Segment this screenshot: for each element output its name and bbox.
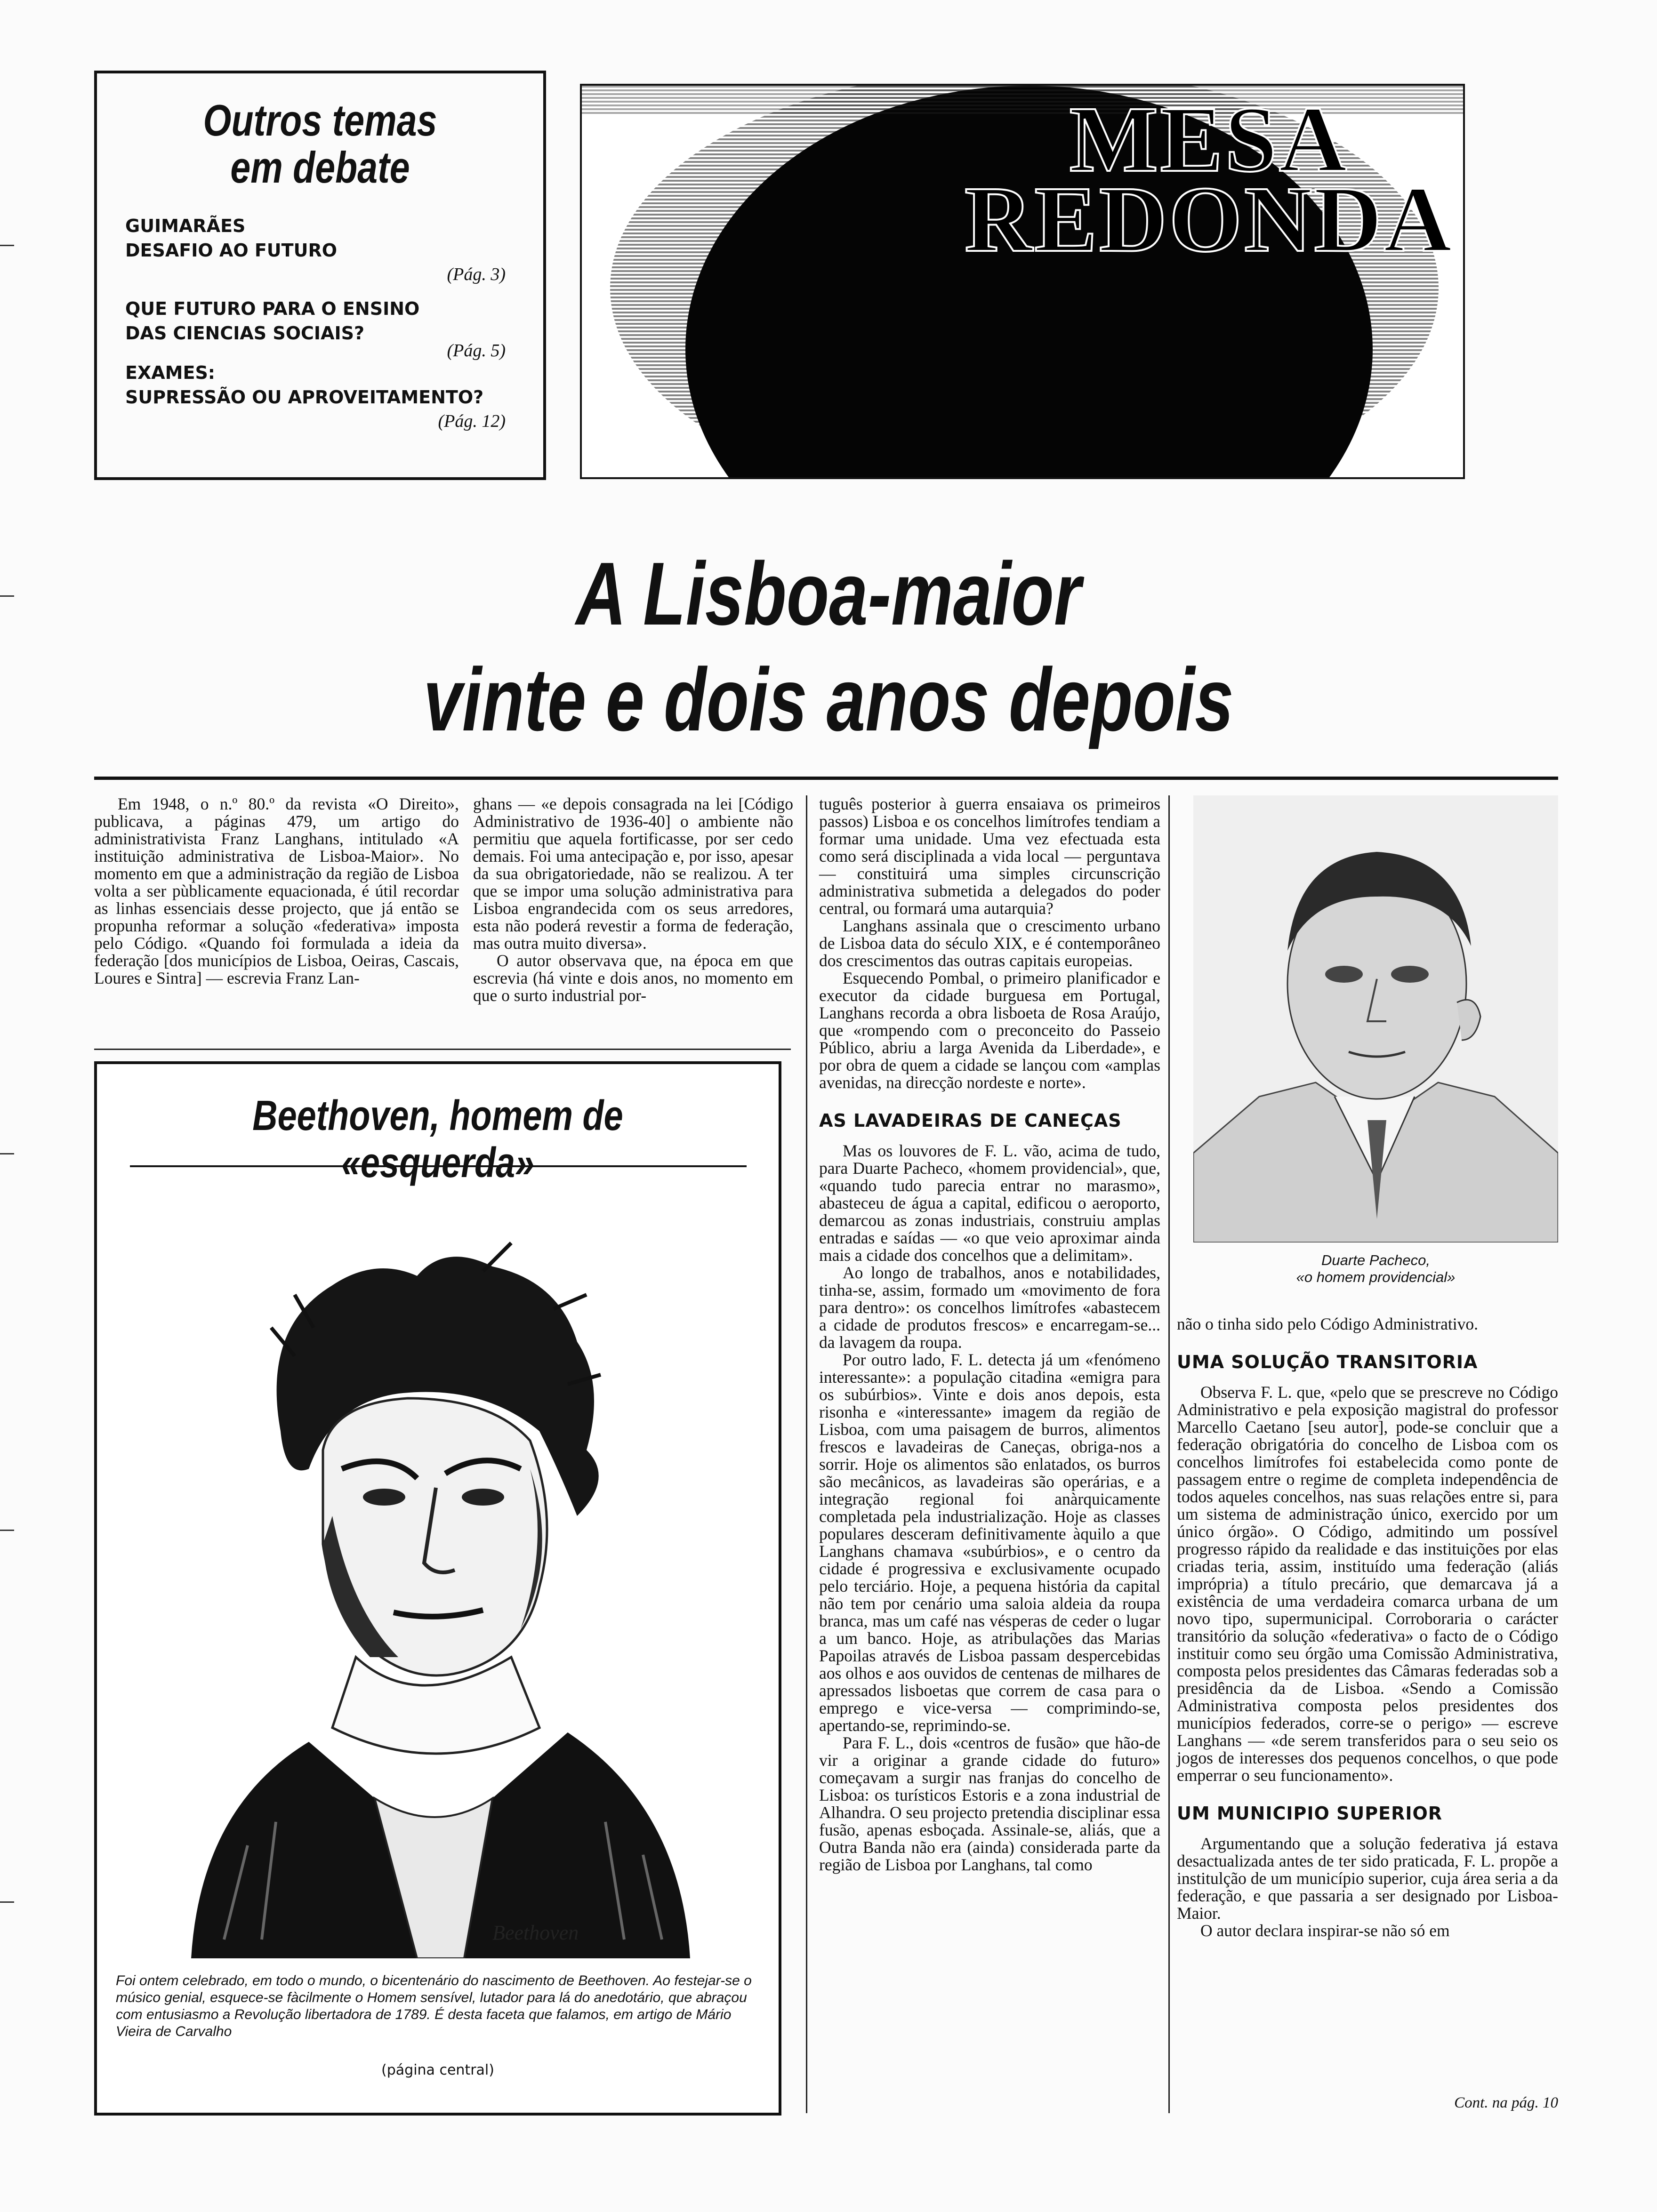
- beethoven-caption: Foi ontem celebrado, em todo o mundo, o bicentenário do nascimento de Beethoven. Ao festejar-se o músico genial, esquece-se fàcilmente o Homem sensível, lutador para lá do anedotário, que abraçou com entusiasmo a Revolução libertadora de 1789. É desta faceta que falamos, em artigo de Mário Vieira de Carvalho: [116, 1973, 752, 2039]
- column-rule: [94, 1049, 791, 1050]
- article-paragraph: ghans — «e depois consagrada na lei [Código Administrativo de 1936-40] o ambiente não permitiu que aquela fortificasse, por ser cedo demais. Foi uma antecipação e, por isso, apesar da sua obrigatoriedade, não se realizou. A ter que se impor uma solução administrativa para Lisboa engrandecida com os seus arredores, esta não poderá revestir a forma de federação, mas outra muito diversa».: [473, 794, 793, 953]
- beethoven-illustration: [153, 1186, 728, 1958]
- contents-item[interactable]: GUIMARÃES DESAFIO AO FUTURO: [125, 216, 338, 261]
- continued-reference[interactable]: Cont. na pág. 10: [1454, 2094, 1558, 2111]
- contents-page-ref: (Pág. 5): [447, 341, 506, 361]
- beethoven-title: Beethoven, homem de «esquerda»: [252, 1092, 623, 1186]
- portrait-caption: Duarte Pacheco, «o homem providencial»: [1296, 1252, 1456, 1285]
- article-paragraph: tuguês posterior à guerra ensaiava os primeiros passos) Lisboa e os concelhos limítrofes tendiam a formar uma unidade. Uma vez efectuada esta como será disciplinada a vida local — perguntava — constituirá uma simples circunscrição administrativa submetida a delegados do poder central, ou formará uma autarquia?: [819, 794, 1160, 918]
- margin-mark: [0, 1153, 14, 1154]
- margin-mark: [0, 245, 14, 246]
- portrait-photo: [1193, 795, 1558, 1242]
- contents-item[interactable]: QUE FUTURO PARA O ENSINO DAS CIENCIAS SOCIAIS?: [125, 298, 420, 344]
- article-paragraph: Para F. L., dois «centros de fusão» que hão-de vir a originar a grande cidade do futuro» começavam a surgir nas franjas do concelho de Lisboa: os turísticos Estoris e a zona industrial de Alhandra. O seu projecto pretendia disciplinar essa fusão, apenas esboçada. Assinale-se, aliás, que a Outra Banda não era (ainda) considerada parte da região de Lisboa por Langhans, tal como: [819, 1733, 1160, 1874]
- article-paragraph: Por outro lado, F. L. detecta já um «fenómeno interessante»: a população citadina «emigra para os subúrbios». Vinte e dois anos depois, esta risonha e «interessante» imagem da região de Lisboa, com uma paisagem de burros, alimentos frescos e lavadeiras de Caneças, obriga-nos a sorrir. Hoje os alimentos são enlatados, os burros são mecânicos, as lavadeiras são operárias, e a integração regional foi anàrquicamente completada pela industrialização. Hoje as classes populares desceram definitivamente àquilo a que Langhans chamava «subúrbios», e o centro da cidade é progressiva e exclusivamente ocupado pelo terciário. Hoje, a pequena história da capital não tem por cenário uma saloia aldeia da roupa branca, mas um café nas vésperas de ceder o lugar a um banco. Hoje, as atribulações das Marias Papoilas através de Lisboa passam despercebidas aos olhos e aos ouvidos de centenas de milhares de apressados lisboetas que correm de casa para o emprego e vice-versa — comprimindo-se, apertando-se, reprimindo-se.: [819, 1350, 1160, 1735]
- article-paragraph: Langhans assinala que o crescimento urbano de Lisboa data do século XIX, e é contemporâneo dos crescimentos das outras capitais europeias.: [819, 916, 1160, 970]
- article-paragraph: Ao longo de trabalhos, anos e notabilidades, tinha-se, assim, formado um «movimento de fora para dentro»: os concelhos limítrofes «abastecem a cidade de produtos frescos» e encarregam-se... da lavagem da roupa.: [819, 1263, 1160, 1352]
- headline-rule: [94, 777, 1558, 780]
- article-column-4: [1177, 1315, 1558, 1940]
- article-paragraph: Observa F. L. que, «pelo que se prescreve no Código Administrativo e pela exposição magistral do professor Marcello Caetano [seu autor], pode-se concluir que a federação obrigatória do concelho de Lisboa com os concelhos limítrofes foi estabelecida como ponte de passagem entre o regime de completa independência de todos aqueles concelhos, nas suas relações entre si, para um sistema de administração único, exercido por um único órgão». O Código, admitindo um possível progresso rápido da realidade e das instituições por elas criadas teria, assim, instituído uma federação (aliás imprópria) a título precário, que demarcava já a existência de uma verdadeira comarca urbana de um novo tipo, supermunicipal. Corroboraria o carácter transitório da solução «federativa» o facto de o Código instituir como seu órgão uma Comissão Administrativa, composta pelos presidentes das Câmaras federadas sob a presidência da de Lisboa. «Sendo a Comissão Administrativa composta pelos presidentes dos municípios federados, corre-se o perigo» — escreve Langhans — «de serem transferidos para o seu seio os jogos de interesses dos pequenos concelhos, o que pode emperrar o seu funcionamento».: [1177, 1383, 1558, 1785]
- article-column-1: [94, 795, 459, 987]
- masthead: [580, 84, 1465, 479]
- beethoven-page-ref[interactable]: (página central): [381, 2062, 494, 2078]
- subheading-solucao: UMA SOLUÇÃO TRANSITORIA: [1177, 1352, 1478, 1372]
- article-column-3: [819, 795, 1160, 1874]
- article-paragraph: Mas os louvores de F. L. vão, acima de tudo, para Duarte Pacheco, «homem providencial», que, «quando tudo parecia entrar no marasmo», abasteceu de água a capital, edificou o aeroporto, demarcou as zonas industriais, construiu amplas entradas e saídas — «o que veio aproximar ainda mais a cidade dos concelhos que a delimitam».: [819, 1141, 1160, 1265]
- article-paragraph: Em 1948, o n.º 80.º da revista «O Direito», publicava, a páginas 479, um artigo do administrativista Franz Langhans, intitulado «A instituição administrativa de Lisboa-Maior». No momento em que a administração da região de Lisboa volta a ser pùblicamente equacionada, é útil recordar as linhas essenciais desse projecto, que já então se propunha reformar a solução «federativa» imposta pelo Código. «Quando foi formulada a ideia da federação [dos municípios de Lisboa, Oeiras, Cascais, Loures e Sintra] — escrevia Franz Lan-: [94, 794, 459, 987]
- beethoven-box: [94, 1061, 781, 2116]
- beethoven-rule: [130, 1165, 747, 1167]
- article-paragraph: O autor declara inspirar-se não só em: [1200, 1921, 1450, 1940]
- article-paragraph: Argumentando que a solução federativa já estava desactualizada antes de ter sido praticada, F. L. propõe a institulção de um município superior, cuja área seria a da federação, e que passaria a ser designado por Lisboa-Maior.: [1177, 1834, 1558, 1923]
- margin-mark: [0, 1530, 14, 1531]
- beethoven-signature: Beethoven: [492, 1921, 579, 1944]
- contents-page-ref: (Pág. 12): [438, 411, 506, 431]
- article-paragraph: Esquecendo Pombal, o primeiro planificador e executor da cidade burguesa em Portugal, Langhans recorda a obra lisboeta de Rosa Araújo, que «rompendo com o preconceito do Passeio Público, abriu a larga Avenida da Liberdade», e por obra de quem a cidade se lançou com «amplas avenidas, na direcção nordeste e norte».: [819, 969, 1160, 1092]
- column-divider: [1168, 795, 1170, 2113]
- headline: A Lisboa-maior vinte e dois anos depois: [423, 544, 1234, 750]
- contents-box: [94, 71, 546, 480]
- contents-heading: Outros temas em debate: [203, 96, 437, 192]
- article-paragraph: O autor observava que, na época em que escrevia (há vinte e dois anos, no momento em que o surto industrial por-: [473, 951, 793, 1005]
- article-paragraph: não o tinha sido pelo Código Administrativo.: [1177, 1314, 1478, 1333]
- subheading-municipio: UM MUNICIPIO SUPERIOR: [1177, 1803, 1443, 1824]
- portrait-illustration: [1193, 795, 1558, 1242]
- contents-page-ref: (Pág. 3): [447, 264, 506, 284]
- subheading-lavadeiras: AS LAVADEIRAS DE CANEÇAS: [819, 1110, 1122, 1131]
- column-divider: [806, 795, 807, 2113]
- contents-item[interactable]: EXAMES: SUPRESSÃO OU APROVEITAMENTO?: [125, 362, 484, 408]
- article-column-2: [473, 795, 793, 1004]
- masthead-title: MESA REDONDA: [964, 88, 1454, 272]
- margin-mark: [0, 1901, 14, 1903]
